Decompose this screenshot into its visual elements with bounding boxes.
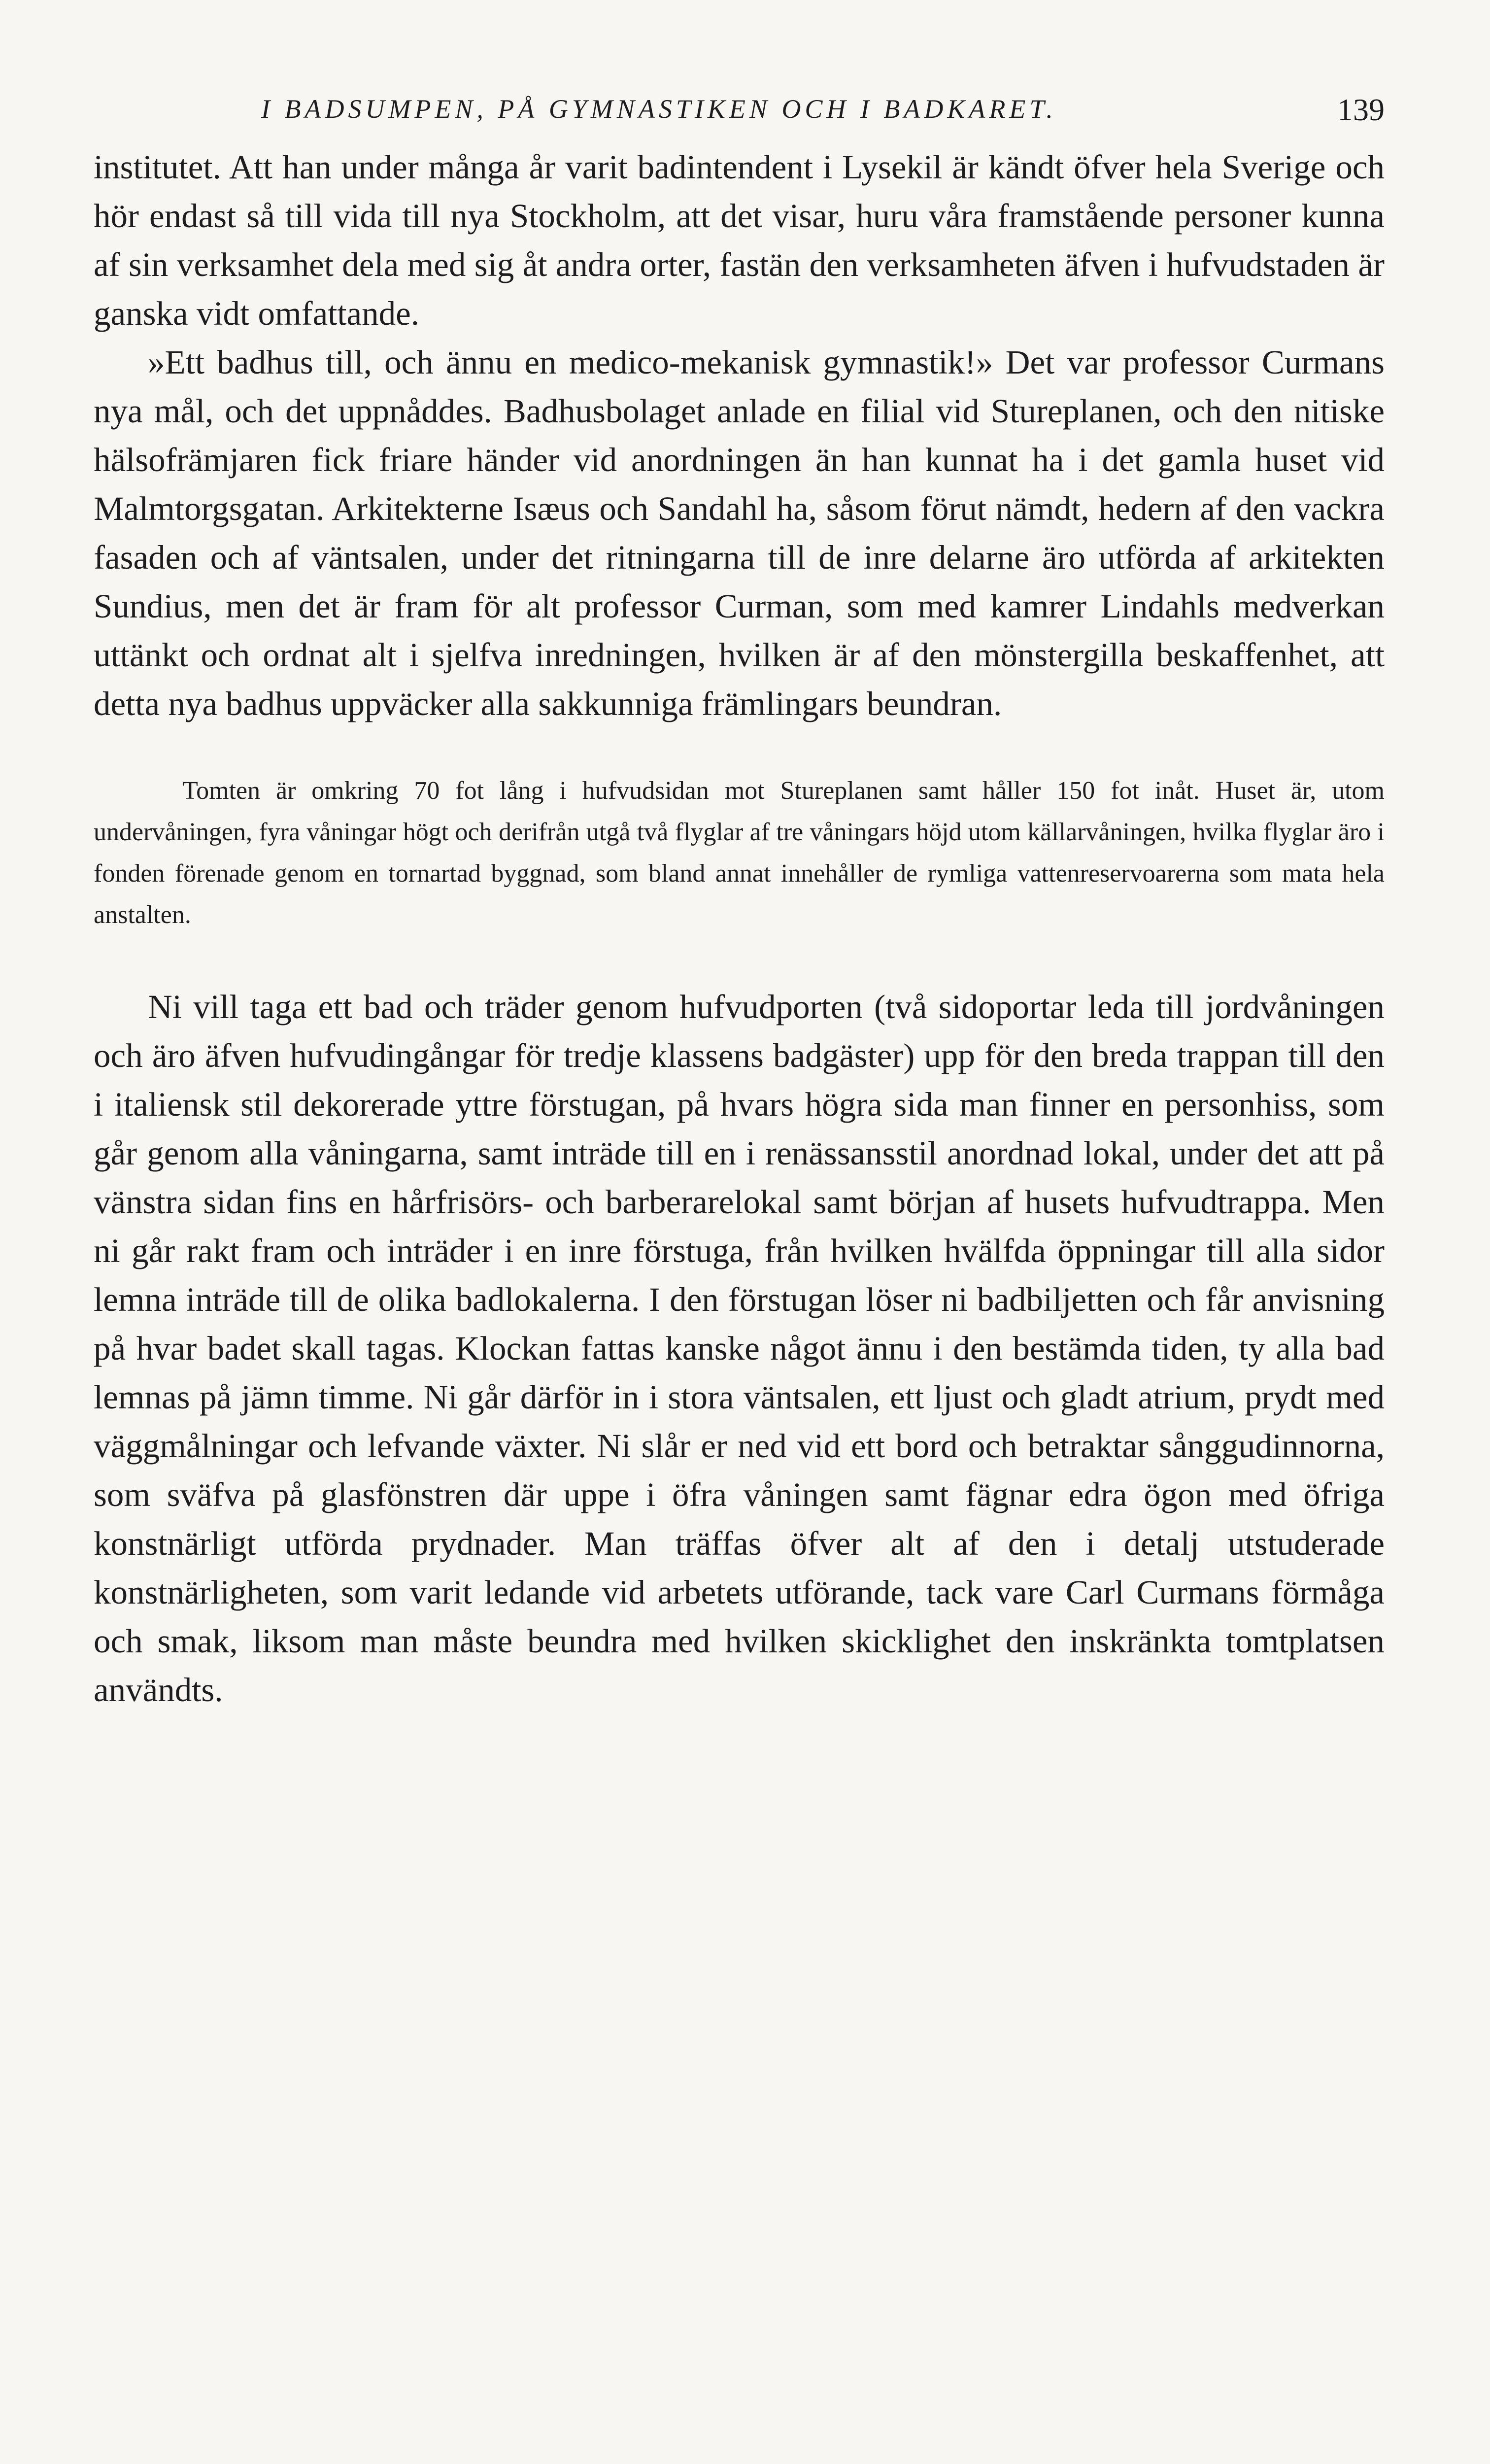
paragraph-1: institutet. Att han under många år varit badintendent i Lysekil är kändt öfver hela Sverige och hör endast så till vida till nya Stockholm, att det visar, huru våra framstående personer kunna af sin verksamhet dela med sig åt andra orter, fastän den verksamheten äfven i hufvudstaden är ganska vidt omfattande. [94,148,1385,332]
paragraph-2: »Ett badhus till, och ännu en medico-mekanisk gymnastik!» Det var professor Curmans nya mål, och det uppnåddes. Badhusbolaget anlade en filial vid Stureplanen, och den nitiske hälsofrämjaren fick friare händer vid anordningen än han kunnat ha i det gamla huset vid Malmtorgsgatan. Arkitekterne Isæus och Sandahl ha, såsom förut nämdt, hedern af den vackra fasaden och af väntsalen, under det ritningarna till de inre delarne äro utförda af arkitekten Sundius, men det är fram för alt professor Curman, som med kamrer Lindahls medverkan uttänkt och ordnat alt i sjelfva inredningen, hvilken är af den mönstergilla beskaffenhet, att detta nya badhus uppväcker alla sakkunniga främlingars beundran. [94,343,1385,722]
running-title: I BADSUMPEN, PÅ GYMNASTIKEN OCH I BADKARET. [261,94,1057,124]
page-number: 139 [1337,92,1385,127]
paragraph-3: Ni vill taga ett bad och träder genom hufvudporten (två sidoportar leda till jordvåningen och äro äfven hufvudingångar för tredje klassens badgäster) upp för den breda trappan till den i italiensk stil dekorerade yttre förstugan, på hvars högra sida man finner en personhiss, som går genom alla våningarna, samt inträde till en i renässansstil anordnad lokal, under det att på vänstra sidan fins en hårfrisörs- och barberarelokal samt början af husets hufvudtrappa. Men ni går rakt fram och inträder i en inre förstuga, från hvilken hvälfda öppningar till alla sidor lemna inträde till de olika badlokalerna. I den förstugan löser ni badbiljetten och får anvisning på hvar badet skall tagas. Klockan fattas kanske något ännu i den bestämda tiden, ty alla bad lemnas på jämn timme. Ni går därför in i stora väntsalen, ett ljust och gladt atrium, prydt med väggmålningar och lefvande växter. Ni slår er ned vid ett bord och betraktar sånggudinnorna, som sväfva på glasfönstren där uppe i öfra våningen samt fägnar edra ögon med öfriga konstnärligt utförda prydnader. Man träffas öfver alt af den i detalj utstuderade konstnärligheten, som varit ledande vid arbetets utförande, tack vare Carl Curmans förmåga och smak, liksom man måste beundra med hvilken skicklighet den inskränkta tomtplatsen användts. [94,988,1385,1709]
running-header [94,89,1385,143]
footnote-block: Tomten är omkring 70 fot lång i hufvudsidan mot Stureplanen samt håller 150 fot inåt. Huset är, utom undervåningen, fyra våningar högt och derifrån utgå två flyglar af tre våningars höjd utom källarvåningen, hvilka flyglar äro i fonden förenade genom en tornartad byggnad, som bland annat innehåller de rymliga vattenreservoarerna som mata hela anstalten. [94,777,1385,929]
book-page [94,89,1385,2405]
